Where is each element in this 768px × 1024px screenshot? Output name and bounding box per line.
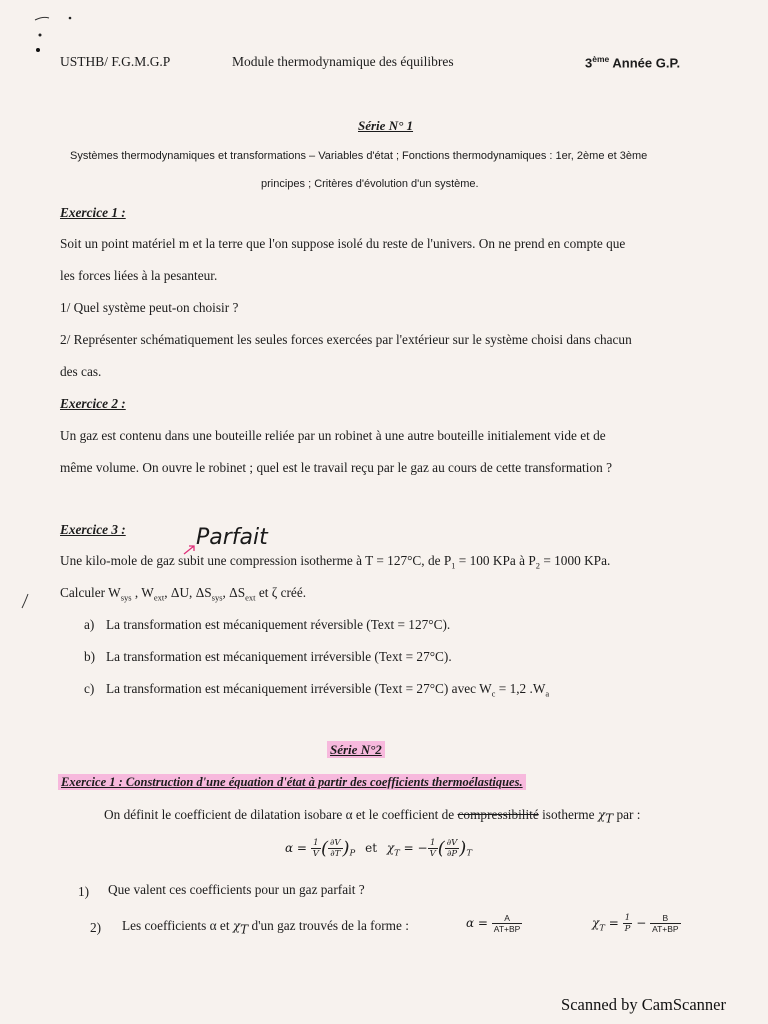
ex3-title: Exercice 3 : bbox=[60, 522, 126, 537]
formula-chi: $\chi_T$ = $\frac{1}{P}$ − $\frac{B}{AT+BP}$ bbox=[592, 913, 679, 934]
ex3-a-text: La transformation est mécaniquement réversible (Text = 127°C). bbox=[106, 617, 451, 632]
serie2-title: Série N°2 bbox=[327, 742, 385, 758]
ex1-line2: les forces liées à la pesanteur. bbox=[60, 268, 218, 283]
handwritten-annotation: Parfait bbox=[196, 525, 268, 550]
serie1-subtitle-line1: Systèmes thermodynamiques et transformations – Variables d'état ; Fonctions thermodynamiques : 1er, 2ème et 3ème bbox=[70, 150, 648, 162]
ex1-q2: 2/ Représenter schématiquement les seules forces exercées par l'extérieur sur le système choisi dans chacun bbox=[60, 332, 632, 347]
ex3-c-text: La transformation est mécaniquement irréversible (Text = 27°C) avec $W_c = 1,2$ $.W_a$ bbox=[106, 681, 550, 699]
ex1-q1: 1/ Quel système peut-on choisir ? bbox=[60, 300, 239, 315]
header-center: Module thermodynamique des équilibres bbox=[232, 54, 454, 69]
serie1-subtitle-line2: principes ; Critères d'évolution d'un système. bbox=[261, 178, 479, 190]
ex1-title: Exercice 1 : bbox=[60, 205, 126, 220]
formula-alpha: α = $\frac{A}{AT+BP}$ bbox=[466, 913, 521, 934]
equation-alpha-chi: α = $\frac{1}{V}$ ( $\frac{\partial V}{\partial T}$ )$_P$ et $\chi_T$ = − $\frac{1}{V}$ ( $\frac{\partial V}{\partial P}$ )$_T$ bbox=[285, 838, 472, 859]
serie2-q1-num: 1) bbox=[78, 884, 90, 899]
margin-pen-mark bbox=[18, 592, 34, 612]
ex3-b-label: b) bbox=[84, 649, 96, 664]
camscanner-footer: Scanned by CamScanner bbox=[561, 995, 726, 1014]
ex2-line1: Un gaz est contenu dans une bouteille reliée par un robinet à une autre bouteille initialement vide et de bbox=[60, 428, 606, 443]
serie2-q2-num: 2) bbox=[90, 920, 102, 935]
ex3-a-label: a) bbox=[84, 617, 95, 632]
ex1-line1: Soit un point matériel m et la terre que l'on suppose isolé du reste de l'univers. On ne prend en compte que bbox=[60, 236, 626, 251]
ex3-line1: Une kilo-mole de gaz subit une compression isotherme à T = 127°C, de $P_1 = 100$ KPa à $P_2 = 1000$ KPa. bbox=[60, 553, 611, 571]
serie1-title: Série N° 1 bbox=[358, 118, 414, 133]
serie2-definition: On définit le coefficient de dilatation isobare α et le coefficient de compressibilité isotherme $\chi_T$ par : bbox=[104, 807, 641, 826]
ex3-calc: Calculer $W_{sys}$ , $W_{ext}$, ΔU, $\Delta S_{sys}$, $\Delta S_{ext}$ et ζ créé. bbox=[60, 585, 307, 603]
header-right: 3ème Année G.P. bbox=[585, 54, 681, 71]
ex2-line2: même volume. On ouvre le robinet ; quel est le travail reçu par le gaz au cours de cette transformation ? bbox=[60, 460, 612, 475]
header-left: USTHB/ F.G.M.G.P bbox=[60, 54, 171, 69]
ex1-q2b: des cas. bbox=[60, 364, 102, 379]
ex3-b-text: La transformation est mécaniquement irréversible (Text = 27°C). bbox=[106, 649, 452, 664]
serie2-ex1-title: Exercice 1 : Construction d'une équation d'état à partir des coefficients thermoélastiques. bbox=[58, 775, 526, 790]
serie2-q1-text: Que valent ces coefficients pour un gaz parfait ? bbox=[108, 882, 365, 897]
serie2-q2-text: Les coefficients α et $\chi_T$ d'un gaz trouvés de la forme : bbox=[122, 918, 409, 937]
ex2-title: Exercice 2 : bbox=[60, 396, 126, 411]
ex3-c-label: c) bbox=[84, 681, 95, 696]
